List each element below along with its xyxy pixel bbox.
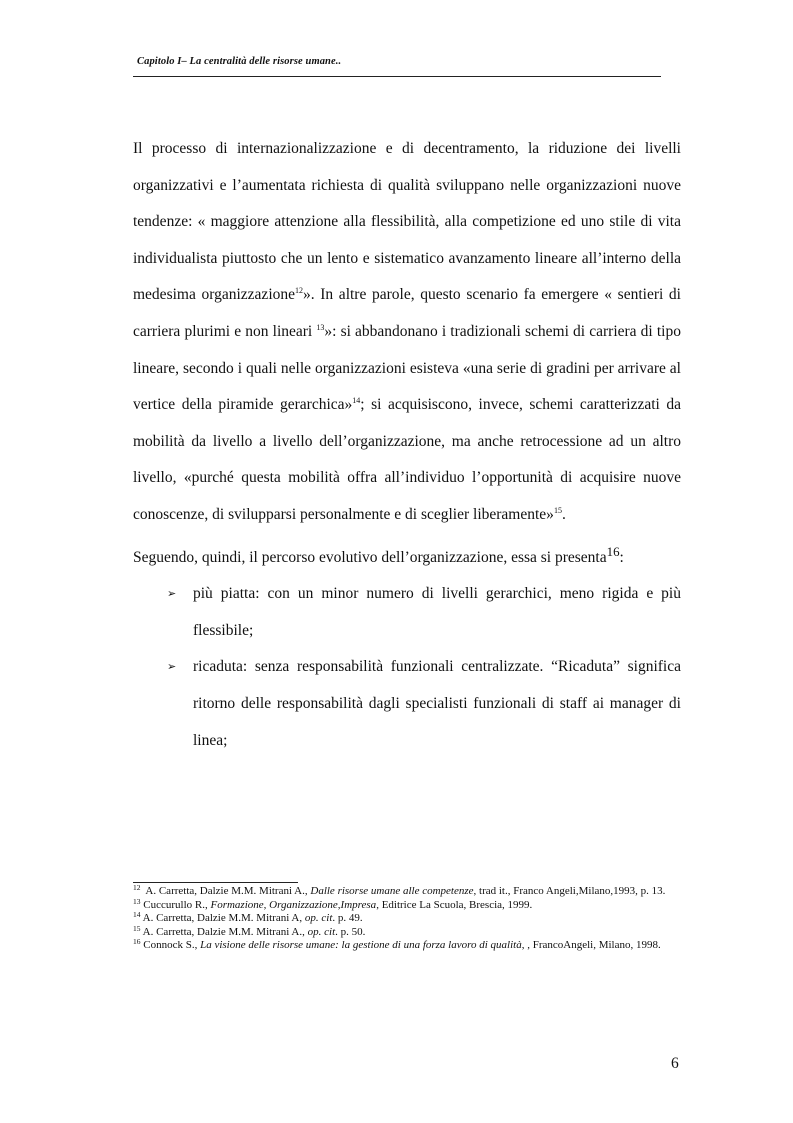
list-item-text: ricaduta: senza responsabilità funzionali centralizzate. “Ricaduta” significa ritorno delle responsabilità dagli specialisti funzionali di staff ai manager di linea; — [193, 658, 681, 749]
paragraph-1 — [133, 131, 681, 534]
footnote-title: op. cit — [307, 925, 336, 938]
list-item — [167, 649, 681, 759]
footnote-number: 14 — [133, 910, 141, 919]
footnote-separator — [133, 882, 298, 883]
footnote-ref-12: 12 — [295, 286, 303, 296]
arrow-bullet-icon: ➢ — [167, 661, 177, 674]
footnote-text: , trad it., Franco Angeli,Milano,1993, p. 13. — [473, 885, 666, 897]
footnote-title: Formazione, Organizzazione,Impresa — [210, 898, 377, 911]
footnote-text: . p. 49. — [332, 912, 363, 924]
p1-text-2: ». In altre parole, questo scenario fa emergere « sentieri di carriera plurimi e non lineari — [133, 286, 681, 340]
footnote-number: 16 — [133, 937, 141, 946]
footnote — [133, 896, 681, 913]
footnote-text: . p. 50. — [335, 925, 366, 938]
main-text — [133, 131, 681, 759]
footnote-text: Connock S., — [143, 939, 201, 951]
footnote — [133, 885, 681, 899]
p1-text-4: ; si acquisiscono, invece, schemi caratterizzati da mobilità da livello a livello dell’organizzazione, ma anche retrocessione ad un altro livello, «purché questa mobilità offra all’individuo l’opportunità di acquisire nuove conoscenze, di svilupparsi personalmente e di sceglier liberamente» — [133, 396, 682, 523]
p2-end: : — [619, 548, 624, 566]
footnote-text: A. Carretta, Dalzie M.M. Mitrani A., — [142, 925, 308, 938]
footnote-text: A. Carretta, Dalzie M.M. Mitrani A., — [145, 885, 311, 897]
footnote-text: A. Carretta, Dalzie M.M. Mitrani A, — [142, 912, 305, 924]
arrow-bullet-icon: ➢ — [167, 588, 177, 601]
footnote-text: Cuccurullo R., — [143, 898, 211, 911]
footnote-ref-16: 16 — [606, 543, 620, 559]
footnote — [133, 923, 681, 940]
running-header: Capitolo I– La centralità delle risorse umane.. — [137, 56, 342, 67]
footnotes — [133, 885, 681, 953]
footnote-title: Dalle risorse umane alle competenze — [310, 885, 474, 897]
paragraph-2 — [133, 534, 681, 577]
list-item-text: più piatta: con un minor numero di livelli gerarchici, meno rigida e più flessibile; — [193, 585, 681, 639]
page-number: 6 — [671, 1055, 679, 1072]
footnote — [133, 912, 681, 926]
bullet-list — [133, 576, 681, 759]
p1-text-5: . — [561, 505, 566, 523]
footnote-number: 15 — [133, 923, 141, 933]
footnote-text: , Editrice La Scuola, Brescia, 1999. — [376, 898, 533, 911]
footnote — [133, 939, 681, 953]
footnote-number: 12 — [133, 883, 141, 892]
footnote-ref-13: 13 — [316, 322, 325, 332]
footnote-text: , , FrancoAngeli, Milano, 1998. — [521, 939, 661, 951]
p1-text-3: »: si abbandonano i tradizionali schemi di carriera di tipo lineare, secondo i quali nelle organizzazioni esisteva «una serie di gradini per arrivare al vertice della piramide gerarchica» — [133, 322, 681, 414]
header-rule — [133, 76, 661, 77]
footnote-ref-15: 15 — [553, 505, 562, 515]
p2-text: Seguendo, quindi, il percorso evolutivo dell’organizzazione, essa si presenta — [133, 548, 607, 566]
footnote-title: La visione delle risorse umane: la gestione di una forza lavoro di qualità — [200, 939, 522, 951]
list-item — [167, 576, 681, 649]
footnote-number: 13 — [133, 896, 141, 906]
footnote-ref-14: 14 — [352, 396, 361, 406]
p1-text-1: Il processo di internazionalizzazione e di decentramento, la riduzione dei livelli organizzativi e l’aumentata richiesta di qualità sviluppano nelle organizzazioni nuove tendenze: « maggiore attenzione alla flessibilità, alla competizione ed uno stile di vita individualista piuttosto che un lento e sistematico avanzamento lineare all’interno della medesima organizzazione — [133, 140, 681, 304]
footnote-title: op. cit — [304, 912, 333, 924]
